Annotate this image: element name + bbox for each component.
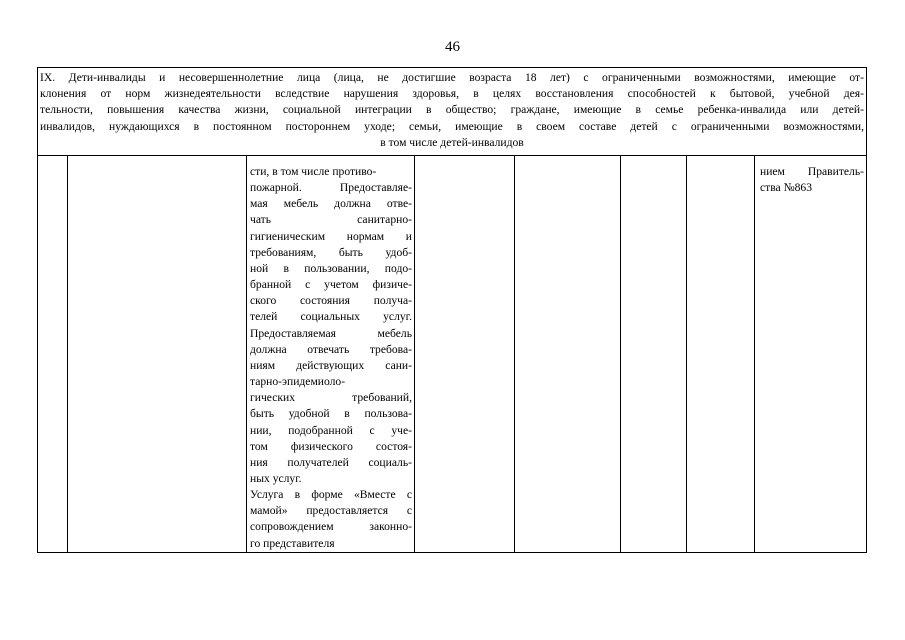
- column-divider: [686, 156, 687, 552]
- description-line: мая мебель должна отве-: [250, 197, 412, 211]
- description-line: телей социальных услуг.: [250, 310, 412, 324]
- section-header: [38, 68, 866, 156]
- column-divider: [246, 156, 247, 552]
- description-line: нии, подобранной с уче-: [250, 423, 412, 437]
- description-line: ных услуг.: [250, 471, 302, 485]
- description-line: сопровождением законно-: [250, 520, 412, 534]
- column-divider: [620, 156, 621, 552]
- column-divider: [754, 156, 755, 552]
- description-line: должна отвечать требова-: [250, 342, 412, 356]
- section-header-last-line: в том числе детей-инвалидов: [380, 135, 524, 149]
- description-line: пожарной. Предоставляе-: [250, 181, 412, 195]
- description-line: Предоставляемая мебель: [250, 326, 412, 340]
- description-line: го представителя: [250, 536, 335, 550]
- services-table: [37, 67, 867, 553]
- legal-basis-line: нием Правитель-: [760, 165, 864, 178]
- legal-basis-cell: [760, 164, 864, 196]
- description-line: быть удобной в пользова-: [250, 407, 412, 421]
- description-line: гигиеническим нормам и: [250, 229, 412, 243]
- description-line: ниям действующих сани-: [250, 358, 412, 372]
- description-line: гических требований,: [250, 391, 412, 405]
- description-line: чать санитарно-: [250, 213, 412, 227]
- description-line: Услуга в форме «Вместе с: [250, 488, 412, 502]
- description-line: тарно-эпидемиоло-: [250, 375, 346, 389]
- description-line: бранной с учетом физиче-: [250, 278, 412, 292]
- legal-basis-line: ства №863: [760, 181, 813, 195]
- section-header-line: инвалидов, нуждающихся в постоянном постороннем уходе; семьи, имеющие в своем составе детей с ограниченными возможностями,: [40, 119, 864, 133]
- description-line: ния получателей социаль-: [250, 455, 412, 469]
- column-divider: [514, 156, 515, 552]
- column-divider: [67, 156, 68, 552]
- description-line: ной в пользовании, подо-: [250, 261, 412, 275]
- section-header-line: IX. Дети-инвалиды и несовершеннолетние лица (лица, не достигшие возраста 18 лет) с ограниченными возможностями, имеющие от-: [40, 71, 864, 84]
- section-header-line: тельности, повышения качества жизни, социальной интеграции в общество; граждане, имеющие в семье ребенка-инвалида или детей-: [40, 103, 864, 117]
- description-line: требованиям, быть удоб-: [250, 245, 412, 259]
- description-line: том физического состоя-: [250, 439, 412, 453]
- description-line: ского состояния получа-: [250, 294, 412, 308]
- column-divider: [414, 156, 415, 552]
- description-line: мамой» предоставляется с: [250, 504, 412, 518]
- description-line: сти, в том числе противо-: [250, 165, 377, 178]
- service-description-cell: [250, 164, 412, 552]
- page-number: 46: [445, 39, 460, 55]
- section-header-line: клонения от норм жизнедеятельности вследствие нарушения здоровья, в целях восстановления способностей к бытовой, учебной дея-: [40, 87, 864, 101]
